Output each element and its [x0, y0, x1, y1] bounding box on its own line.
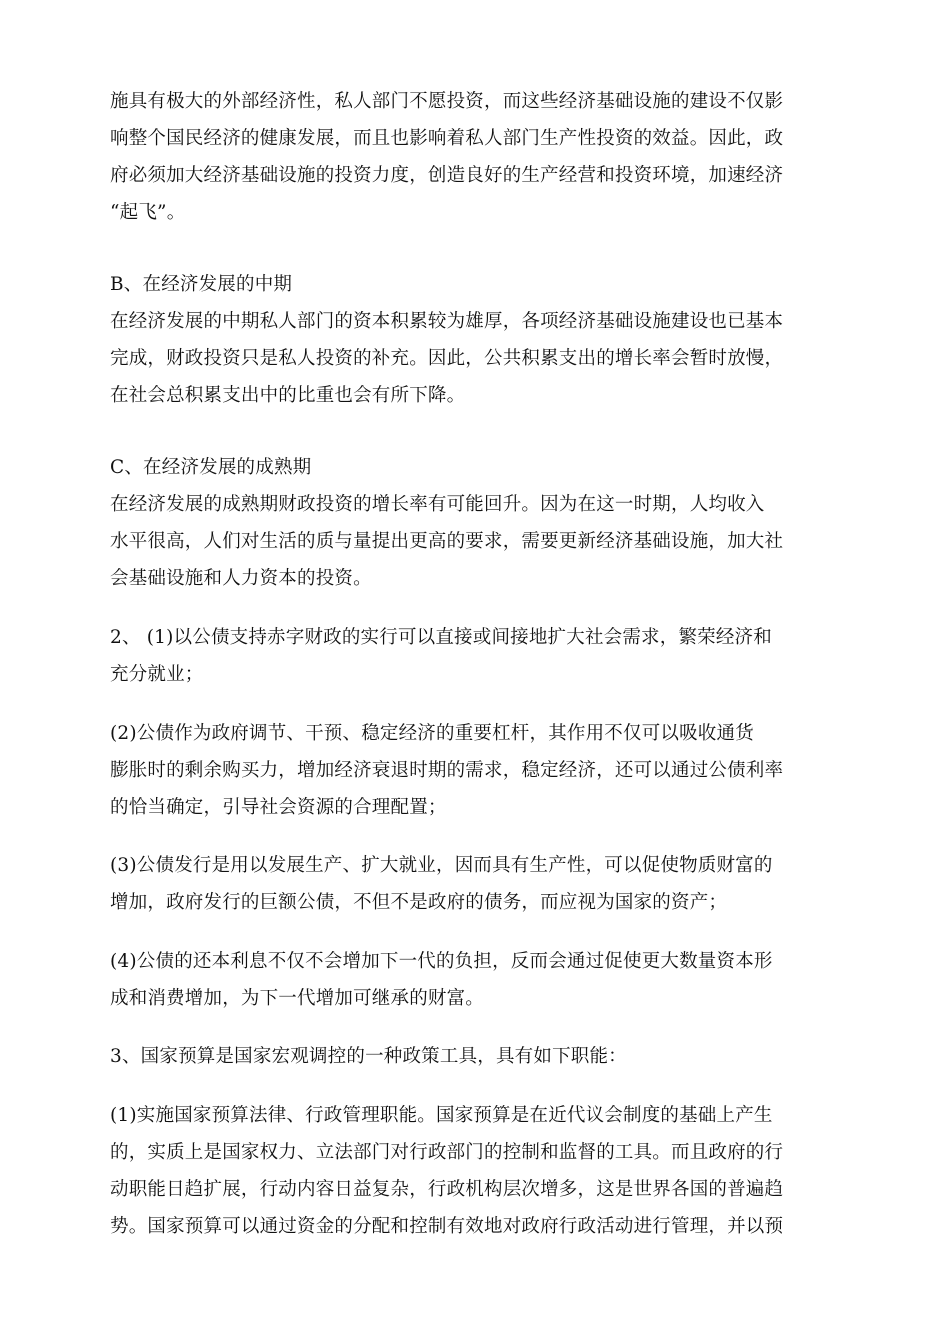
answer-3-line: 的，实质上是国家权力、立法部门对行政部门的控制和监督的工具。而且政府的行	[110, 1142, 784, 1163]
answer-2-line: (3)公债发行是用以发展生产、扩大就业，因而具有生产性，可以促使物质财富的	[110, 855, 773, 876]
answer-3-line: (1)实施国家预算法律、行政管理职能。国家预算是在近代议会制度的基础上产生	[110, 1105, 773, 1126]
answer-2-line: 充分就业；	[110, 664, 204, 685]
answer-2-line: (2)公债作为政府调节、干预、稳定经济的重要杠杆，其作用不仅可以吸收通货	[110, 723, 754, 744]
paragraph-line: 在社会总积累支出中的比重也会有所下降。	[110, 385, 466, 406]
paragraph-line: 水平很高，人们对生活的质与量提出更高的要求，需要更新经济基础设施，加大社	[110, 531, 784, 552]
section-heading-b: B、在经济发展的中期	[110, 274, 293, 295]
answer-3-intro: 3、国家预算是国家宏观调控的一种政策工具，具有如下职能：	[110, 1046, 627, 1067]
paragraph-line: 施具有极大的外部经济性，私人部门不愿投资，而这些经济基础设施的建设不仅影	[110, 91, 784, 112]
answer-3-line: 势。国家预算可以通过资金的分配和控制有效地对政府行政活动进行管理，并以预	[110, 1216, 784, 1237]
answer-2-line: (4)公债的还本利息不仅不会增加下一代的负担，反而会通过促使更大数量资本形	[110, 951, 773, 972]
answer-2-line: 成和消费增加，为下一代增加可继承的财富。	[110, 988, 485, 1009]
answer-2-line: 的恰当确定，引导社会资源的合理配置；	[110, 797, 447, 818]
answer-3-line: 动职能日趋扩展，行动内容日益复杂，行政机构层次增多，这是世界各国的普遍趋	[110, 1179, 784, 1200]
paragraph-line: 在经济发展的中期私人部门的资本积累较为雄厚，各项经济基础设施建设也已基本	[110, 311, 784, 332]
paragraph-line: 在经济发展的成熟期财政投资的增长率有可能回升。因为在这一时期，人均收入	[110, 494, 765, 515]
paragraph-line: “起飞”。	[110, 202, 186, 223]
answer-2-line: 2、 (1)以公债支持赤字财政的实行可以直接或间接地扩大社会需求，繁荣经济和	[110, 627, 772, 648]
section-heading-c: C、在经济发展的成熟期	[110, 457, 312, 478]
paragraph-line: 府必须加大经济基础设施的投资力度，创造良好的生产经营和投资环境，加速经济	[110, 165, 784, 186]
answer-2-line: 增加，政府发行的巨额公债，不但不是政府的债务，而应视为国家的资产；	[110, 892, 728, 913]
paragraph-line: 会基础设施和人力资本的投资。	[110, 568, 372, 589]
paragraph-line: 响整个国民经济的健康发展，而且也影响着私人部门生产性投资的效益。因此，政	[110, 128, 784, 149]
answer-2-line: 膨胀时的剩余购买力，增加经济衰退时期的需求，稳定经济，还可以通过公债利率	[110, 760, 784, 781]
paragraph-line: 完成，财政投资只是私人投资的补充。因此，公共积累支出的增长率会暂时放慢，	[110, 348, 784, 369]
